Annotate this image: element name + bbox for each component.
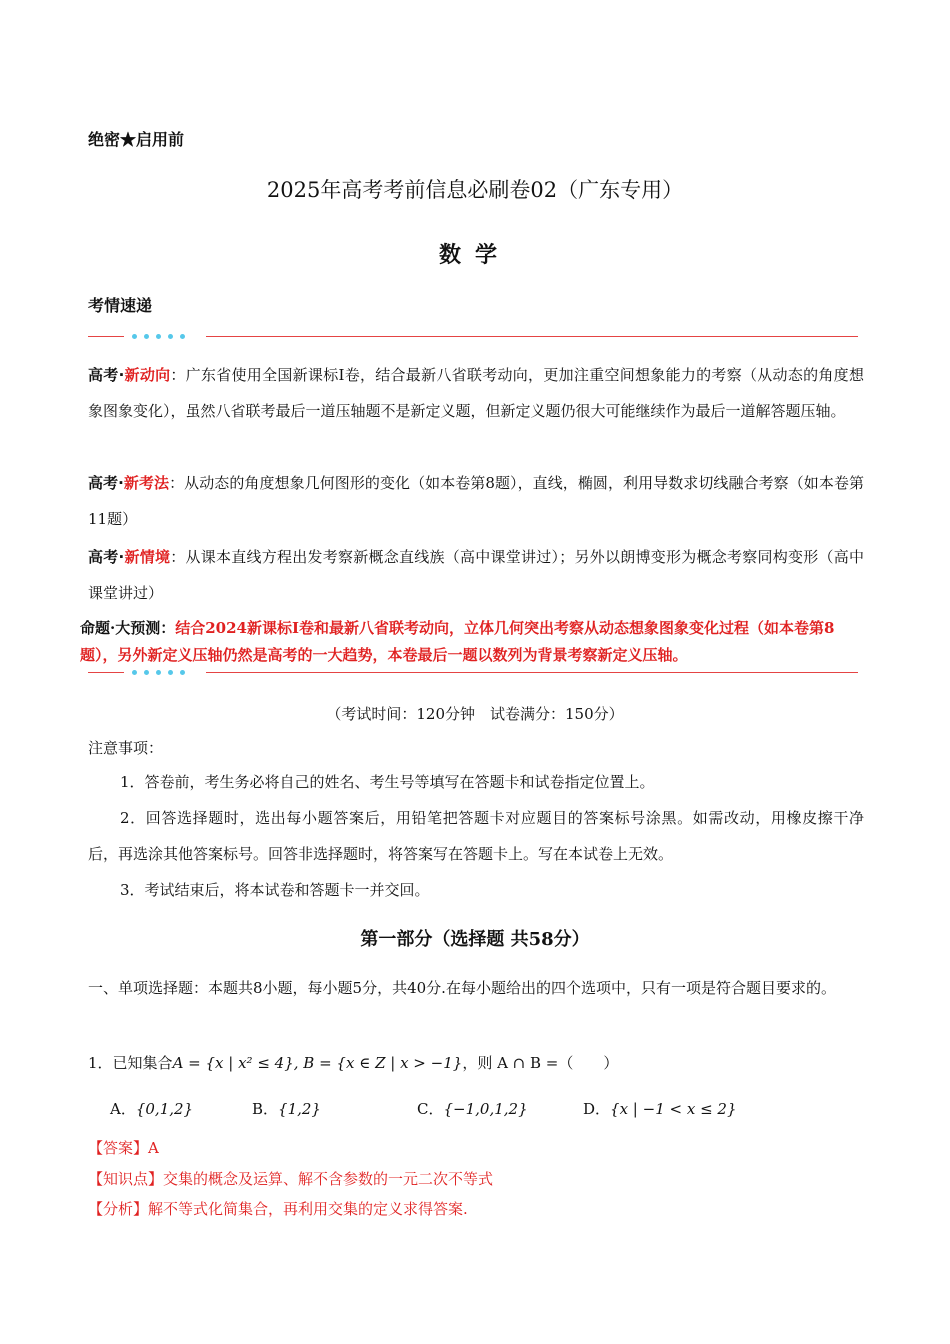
intel-label-prefix: 高考	[88, 366, 119, 384]
option-a: A．{0,1,2}	[110, 1100, 194, 1118]
analysis: 【分析】解不等式化简集合，再利用交集的定义求得答案.	[88, 1200, 468, 1218]
section-title: 一、单项选择题：本题共8小题，每小题5分，共40分.在每小题给出的四个选项中，只有一项是符合题目要求的。	[88, 979, 836, 997]
option-c: C．{−1,0,1,2}	[417, 1100, 528, 1118]
divider-bottom	[88, 667, 858, 679]
intel-label-key: 新情境	[124, 548, 171, 566]
intel-heading: 考情速递	[88, 296, 153, 315]
question-prefix: 已知集合	[112, 1054, 173, 1072]
exam-info: （考试时间：120分钟 试卷满分：150分）	[326, 705, 624, 723]
intel-label-key: 新考法	[123, 474, 170, 492]
intel-text: ：广东省使用全国新课标Ⅰ卷，结合最新八省联考动向，更加注重空间想象能力的考察（从动态的角度想象图象变化），虽然八省联考最后一道压轴题不是新定义题，但新定义题仍很大可能继续作为最后一道解答题压轴。	[88, 366, 864, 420]
set-b: , B = {x ∈ Z | x > −1}	[293, 1054, 463, 1072]
notice-heading: 注意事项：	[88, 739, 164, 757]
intel-text: ：从动态的角度想象几何图形的变化（如本卷第8题），直线，椭圆，利用导数求切线融合考察（如本卷第11题）	[88, 474, 864, 528]
notice-item-1: 1．答卷前，考生务必将自己的姓名、考生号等填写在答题卡和试卷指定位置上。	[120, 773, 655, 791]
part1-title: 第一部分（选择题 共58分）	[360, 929, 590, 950]
intel-label-prefix: 高考	[88, 548, 119, 566]
prediction	[80, 615, 870, 669]
set-a: A = {x | x² ≤ 4}	[172, 1054, 294, 1072]
knowledge-point: 【知识点】交集的概念及运算、解不含参数的一元二次不等式	[88, 1170, 494, 1188]
subject-title: 数学	[438, 242, 511, 268]
question-suffix: ，则 A ∩ B =（ ）	[462, 1054, 619, 1072]
question-1	[88, 1045, 864, 1081]
question-number: 1．	[88, 1054, 113, 1072]
intel-item-context: 高考·新情境：从课本直线方程出发考察新概念直线族（高中课堂讲过）；另外以朗博变形为概念考察同构变形（高中课堂讲过）	[88, 548, 864, 602]
paper-title: 2025年高考考前信息必刷卷02（广东专用）	[266, 178, 684, 202]
intel-label-prefix: 高考	[88, 474, 119, 492]
prediction-label: 命题·大预测：	[80, 619, 176, 637]
secret-label: 绝密★启用前	[88, 130, 185, 149]
notice-item-2: 2．回答选择题时，选出每小题答案后，用铅笔把答题卡对应题目的答案标号涂黑。如需改动，用橡皮擦干净后，再选涂其他答案标号。回答非选择题时，将答案写在答题卡上。写在本试卷上无效。	[88, 809, 864, 863]
option-d: D．{x | −1 < x ≤ 2}	[583, 1100, 737, 1118]
divider-top	[88, 331, 858, 343]
intel-text: ：从课本直线方程出发考察新概念直线族（高中课堂讲过）；另外以朗博变形为概念考察同构变形（高中课堂讲过）	[88, 548, 864, 602]
answer: 【答案】A	[88, 1139, 159, 1157]
intel-item-method: 高考·新考法：从动态的角度想象几何图形的变化（如本卷第8题），直线，椭圆，利用导数求切线融合考察（如本卷第11题）	[88, 474, 864, 528]
prediction-text: 结合2024新课标Ⅰ卷和最新八省联考动向，立体几何突出考察从动态想象图象变化过程（如本卷第8题），另外新定义压轴仍然是高考的一大趋势，本卷最后一题以数列为背景考察新定义压轴。	[80, 619, 835, 664]
intel-item-trend: 高考·新动向：广东省使用全国新课标Ⅰ卷，结合最新八省联考动向，更加注重空间想象能力的考察（从动态的角度想象图象变化），虽然八省联考最后一道压轴题不是新定义题，但新定义题仍很大可能继续作为最后一道解答题压轴。	[88, 366, 864, 420]
notice-item-3: 3．考试结束后，将本试卷和答题卡一并交回。	[120, 881, 430, 899]
option-b: B．{1,2}	[252, 1100, 321, 1118]
intel-label-key: 新动向	[124, 366, 171, 384]
